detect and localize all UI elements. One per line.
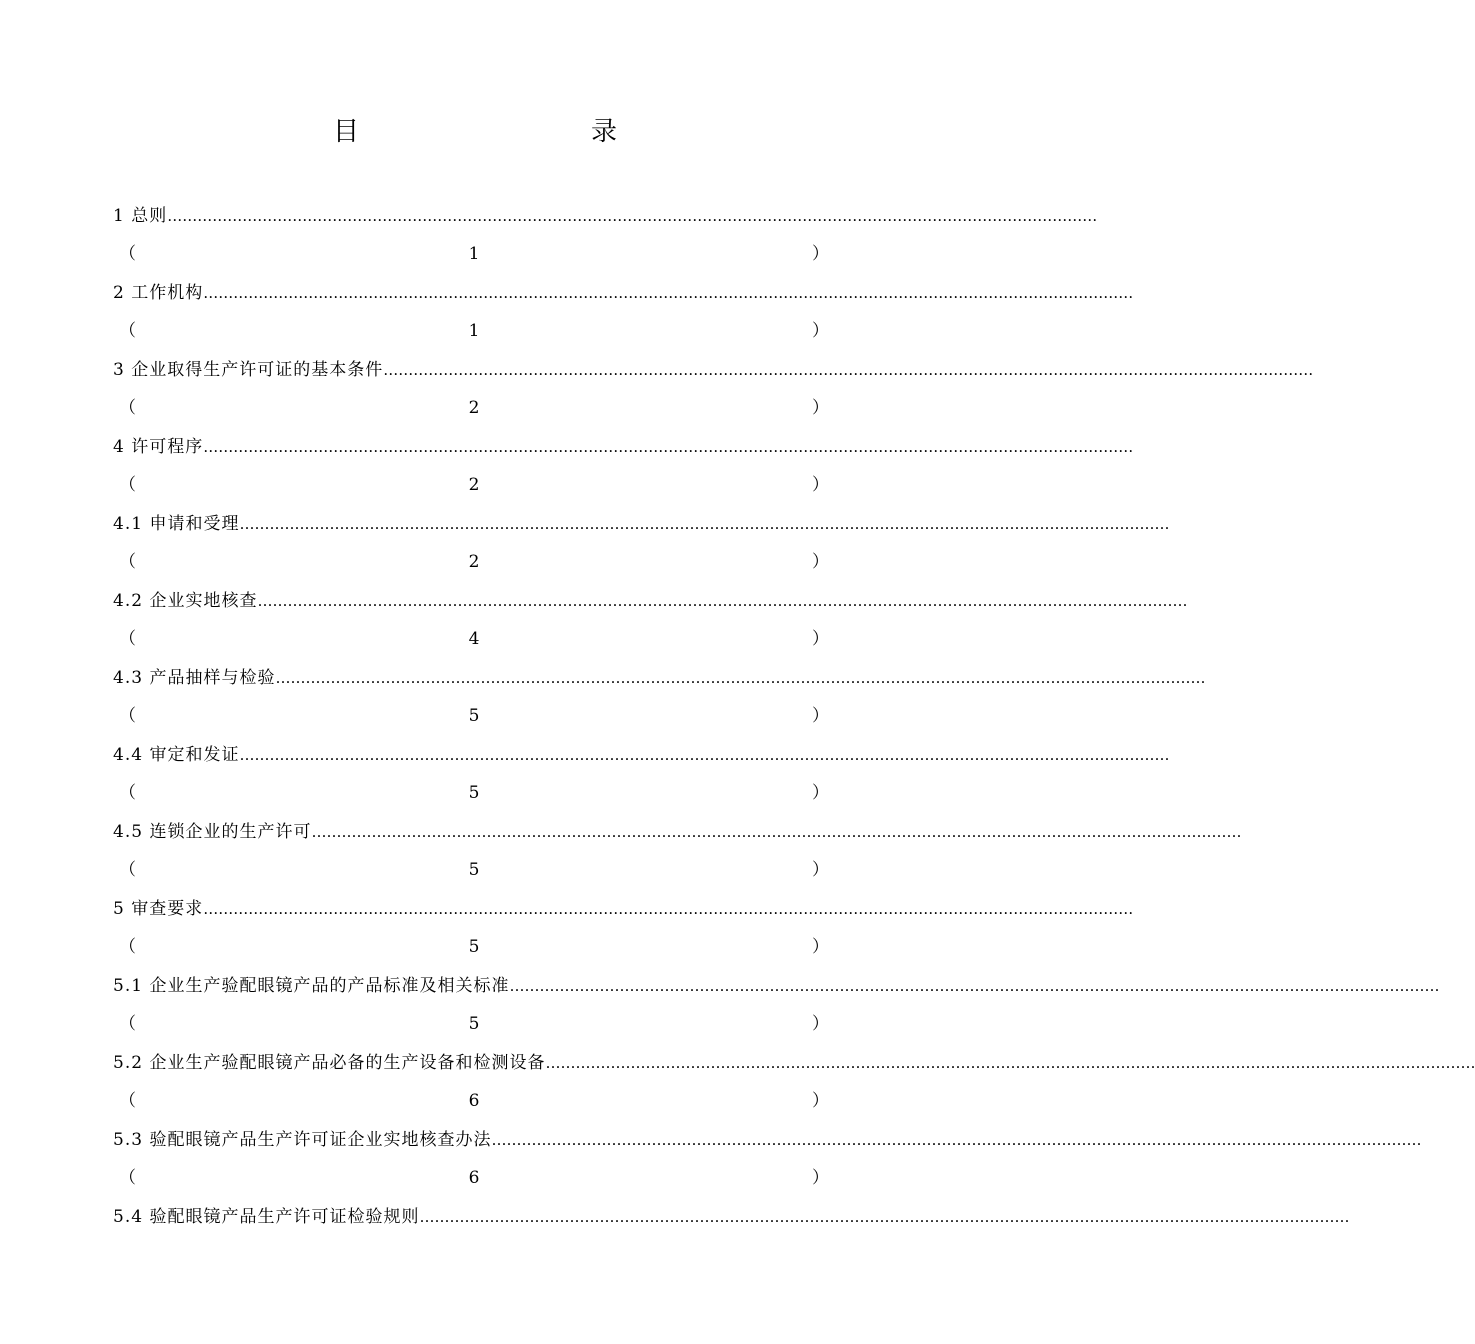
toc-leader-dots: …………………………………………………………………………………………………………………………………………………………………… <box>167 207 1098 225</box>
toc-entry[interactable] <box>113 274 1134 351</box>
toc-entry[interactable] <box>113 197 1098 274</box>
paren-close: ） <box>812 1014 829 1034</box>
toc-leader-dots: …………………………………………………………………………………………………………………………………………………………………… <box>239 515 1170 533</box>
paren-close: ） <box>812 1091 829 1111</box>
paren-open: （ <box>119 321 136 341</box>
paren-close: ） <box>812 783 829 803</box>
paren-close: ） <box>812 398 829 418</box>
paren-close: ） <box>812 706 829 726</box>
toc-page-number: 4 <box>468 629 480 649</box>
toc-page-number: 6 <box>468 1168 480 1188</box>
toc-leader-dots: …………………………………………………………………………………………………………………………………………………………………… <box>275 669 1206 687</box>
toc-leader-dots: …………………………………………………………………………………………………………………………………………………………………… <box>419 1208 1350 1226</box>
paren-open: （ <box>119 1168 136 1188</box>
toc-entry[interactable] <box>113 351 1314 428</box>
paren-close: ） <box>812 860 829 880</box>
toc-page-number: 5 <box>468 1014 480 1034</box>
toc-entry-title: 4.1 申请和受理 <box>113 514 240 534</box>
toc-entry[interactable] <box>113 1198 1350 1275</box>
toc-leader-dots: …………………………………………………………………………………………………………………………………………………………………… <box>203 900 1134 918</box>
paren-close: ） <box>812 937 829 957</box>
toc-page-number: 1 <box>468 244 480 264</box>
toc-entry[interactable] <box>113 428 1134 505</box>
toc-entry[interactable] <box>113 1121 1422 1198</box>
toc-entry-title: 5.2 企业生产验配眼镜产品必备的生产设备和检测设备 <box>113 1053 546 1073</box>
toc-entry[interactable] <box>113 1044 1475 1121</box>
toc-entry[interactable] <box>113 890 1134 967</box>
toc-leader-dots: …………………………………………………………………………………………………………………………………………………………………… <box>239 746 1170 764</box>
toc-leader-dots: …………………………………………………………………………………………………………………………………………………………………… <box>311 823 1242 841</box>
toc-entry-title: 4.4 审定和发证 <box>113 745 240 765</box>
toc-page-number: 5 <box>468 937 480 957</box>
toc-leader-dots: …………………………………………………………………………………………………………………………………………………………………… <box>383 361 1314 379</box>
toc-entry-title: 4.2 企业实地核查 <box>113 591 258 611</box>
paren-close: ） <box>812 629 829 649</box>
paren-open: （ <box>119 475 136 495</box>
toc-entry-title: 4.5 连锁企业的生产许可 <box>113 822 312 842</box>
toc-page-number: 2 <box>468 552 480 572</box>
toc-page-number: 2 <box>468 398 480 418</box>
toc-leader-dots: …………………………………………………………………………………………………………………………………………………………………… <box>203 284 1134 302</box>
toc-leader-dots: …………………………………………………………………………………………………………………………………………………………………… <box>491 1131 1422 1149</box>
table-of-contents <box>113 197 1475 1275</box>
paren-close: ） <box>812 244 829 264</box>
toc-entry-title: 5.3 验配眼镜产品生产许可证企业实地核查办法 <box>113 1130 492 1150</box>
page-title: 目 录 <box>332 117 677 147</box>
paren-close: ） <box>812 1168 829 1188</box>
toc-leader-dots: …………………………………………………………………………………………………………………………………………………………………… <box>257 592 1188 610</box>
paren-open: （ <box>119 783 136 803</box>
toc-entry-title: 5.4 验配眼镜产品生产许可证检验规则 <box>113 1207 420 1227</box>
toc-leader-dots: …………………………………………………………………………………………………………………………………………………………………… <box>545 1054 1475 1072</box>
toc-entry[interactable] <box>113 813 1242 890</box>
paren-close: ） <box>812 552 829 572</box>
toc-entry-title: 4.3 产品抽样与检验 <box>113 668 276 688</box>
toc-entry[interactable] <box>113 659 1206 736</box>
toc-entry-title: 5.1 企业生产验配眼镜产品的产品标准及相关标准 <box>113 976 510 996</box>
paren-open: （ <box>119 552 136 572</box>
toc-entry[interactable] <box>113 736 1170 813</box>
toc-page-number: 5 <box>468 783 480 803</box>
toc-entry-title: 3 企业取得生产许可证的基本条件 <box>113 360 384 380</box>
paren-open: （ <box>119 629 136 649</box>
paren-open: （ <box>119 244 136 264</box>
paren-close: ） <box>812 475 829 495</box>
toc-entry-title: 5 审查要求 <box>113 899 204 919</box>
paren-open: （ <box>119 398 136 418</box>
toc-leader-dots: …………………………………………………………………………………………………………………………………………………………………… <box>509 977 1440 995</box>
toc-entry-title: 1 总则 <box>113 206 168 226</box>
toc-entry[interactable] <box>113 582 1188 659</box>
paren-open: （ <box>119 1091 136 1111</box>
toc-entry-title: 4 许可程序 <box>113 437 204 457</box>
paren-open: （ <box>119 706 136 726</box>
paren-close: ） <box>812 321 829 341</box>
toc-page-number: 5 <box>468 860 480 880</box>
toc-page-number: 2 <box>468 475 480 495</box>
toc-entry[interactable] <box>113 505 1170 582</box>
toc-leader-dots: …………………………………………………………………………………………………………………………………………………………………… <box>203 438 1134 456</box>
toc-entry[interactable] <box>113 967 1440 1044</box>
paren-open: （ <box>119 937 136 957</box>
toc-page-number: 6 <box>468 1091 480 1111</box>
toc-page-number: 5 <box>468 706 480 726</box>
toc-page-number: 1 <box>468 321 480 341</box>
paren-open: （ <box>119 1014 136 1034</box>
toc-entry-title: 2 工作机构 <box>113 283 204 303</box>
paren-open: （ <box>119 860 136 880</box>
